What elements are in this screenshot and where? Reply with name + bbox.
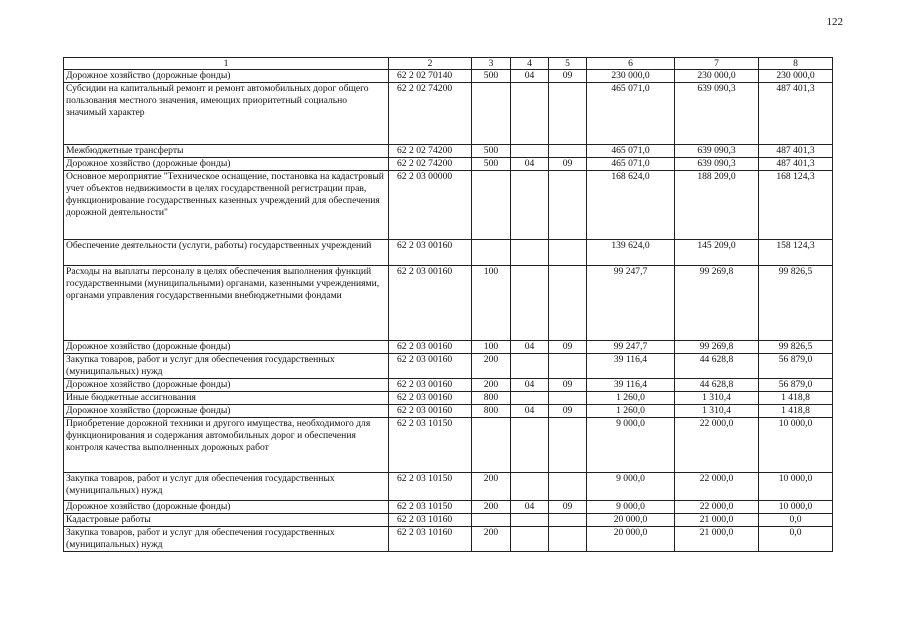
row-name: Дорожное хозяйство (дорожные фонды) <box>64 405 389 418</box>
row-col4 <box>511 514 549 527</box>
row-value-8: 99 826,5 <box>759 341 833 354</box>
row-col4 <box>511 473 549 501</box>
row-value-8: 56 879,0 <box>759 379 833 392</box>
row-code: 62 2 03 00000 <box>389 171 472 240</box>
row-col3: 500 <box>472 158 511 171</box>
row-value-6: 39 116,4 <box>587 354 675 379</box>
row-col5: 09 <box>549 341 587 354</box>
row-col3: 200 <box>472 527 511 552</box>
row-col5 <box>549 354 587 379</box>
row-col4: 04 <box>511 501 549 514</box>
row-name: Основное мероприятие "Техническое оснащение, постановка на кадастровый учет объектов недвижимости в целях государственной регистрации прав, функционирование государственных казенных учреждений для обеспечения дорожной деятельности" <box>64 171 389 240</box>
row-code: 62 2 03 00160 <box>389 266 472 341</box>
row-code: 62 2 03 00160 <box>389 240 472 266</box>
row-code: 62 2 02 74200 <box>389 145 472 158</box>
header-cell: 6 <box>587 58 675 70</box>
row-col5: 09 <box>549 405 587 418</box>
row-value-7: 44 628,8 <box>675 379 759 392</box>
row-value-6: 20 000,0 <box>587 514 675 527</box>
row-col3: 800 <box>472 392 511 405</box>
row-value-7: 639 090,3 <box>675 158 759 171</box>
row-value-7: 21 000,0 <box>675 514 759 527</box>
row-col4 <box>511 240 549 266</box>
row-code: 62 2 03 10160 <box>389 527 472 552</box>
row-name: Межбюджетные трансферты <box>64 145 389 158</box>
page-number: 122 <box>826 16 843 28</box>
row-col3 <box>472 83 511 145</box>
row-name: Субсидии на капитальный ремонт и ремонт автомобильных дорог общего пользования местного значения, имеющих приоритетный социально значимый характер <box>64 83 389 145</box>
row-col4: 04 <box>511 341 549 354</box>
row-value-7: 639 090,3 <box>675 145 759 158</box>
row-code: 62 2 03 00160 <box>389 405 472 418</box>
row-value-8: 158 124,3 <box>759 240 833 266</box>
row-value-7: 1 310,4 <box>675 405 759 418</box>
table-row <box>64 405 833 418</box>
row-col3 <box>472 418 511 473</box>
row-value-7: 145 209,0 <box>675 240 759 266</box>
row-col3 <box>472 240 511 266</box>
row-value-6: 9 000,0 <box>587 418 675 473</box>
header-row <box>64 58 833 70</box>
row-col4 <box>511 83 549 145</box>
header-cell: 1 <box>64 58 389 70</box>
row-value-8: 56 879,0 <box>759 354 833 379</box>
row-value-8: 10 000,0 <box>759 473 833 501</box>
row-value-8: 1 418,8 <box>759 405 833 418</box>
row-col4 <box>511 266 549 341</box>
row-col3 <box>472 514 511 527</box>
row-name: Кадастровые работы <box>64 514 389 527</box>
header-cell: 5 <box>549 58 587 70</box>
row-code: 62 2 02 70140 <box>389 70 472 83</box>
row-value-6: 465 071,0 <box>587 145 675 158</box>
table-row <box>64 83 833 145</box>
row-value-7: 99 269,8 <box>675 341 759 354</box>
row-value-6: 99 247,7 <box>587 266 675 341</box>
row-col3: 100 <box>472 341 511 354</box>
row-code: 62 2 03 10150 <box>389 418 472 473</box>
row-value-7: 22 000,0 <box>675 501 759 514</box>
row-value-6: 39 116,4 <box>587 379 675 392</box>
row-col3: 200 <box>472 473 511 501</box>
table-row <box>64 473 833 501</box>
row-col3: 500 <box>472 145 511 158</box>
row-name: Дорожное хозяйство (дорожные фонды) <box>64 158 389 171</box>
table-row <box>64 171 833 240</box>
row-col4 <box>511 354 549 379</box>
row-value-8: 0,0 <box>759 527 833 552</box>
table-row <box>64 501 833 514</box>
row-col4 <box>511 418 549 473</box>
row-value-8: 487 401,3 <box>759 83 833 145</box>
table-row <box>64 418 833 473</box>
row-name: Обеспечение деятельности (услуги, работы) государственных учреждений <box>64 240 389 266</box>
header-cell: 2 <box>389 58 472 70</box>
row-value-6: 99 247,7 <box>587 341 675 354</box>
row-col5 <box>549 83 587 145</box>
row-col5 <box>549 145 587 158</box>
row-value-8: 10 000,0 <box>759 501 833 514</box>
row-value-6: 230 000,0 <box>587 70 675 83</box>
row-code: 62 2 02 74200 <box>389 83 472 145</box>
row-col5: 09 <box>549 379 587 392</box>
row-code: 62 2 03 10150 <box>389 473 472 501</box>
row-value-8: 230 000,0 <box>759 70 833 83</box>
row-value-6: 9 000,0 <box>587 501 675 514</box>
row-name: Дорожное хозяйство (дорожные фонды) <box>64 501 389 514</box>
row-value-6: 168 624,0 <box>587 171 675 240</box>
row-col5 <box>549 392 587 405</box>
row-code: 62 2 03 00160 <box>389 354 472 379</box>
row-col4 <box>511 171 549 240</box>
row-value-6: 465 071,0 <box>587 158 675 171</box>
row-value-6: 139 624,0 <box>587 240 675 266</box>
row-col5 <box>549 418 587 473</box>
header-cell: 4 <box>511 58 549 70</box>
table-row <box>64 240 833 266</box>
row-name: Расходы на выплаты персоналу в целях обеспечения выполнения функций государственными (муниципальными) органами, казенными учреждениями, органами управления государственными внебюджетными фондами <box>64 266 389 341</box>
row-value-7: 44 628,8 <box>675 354 759 379</box>
row-col3: 200 <box>472 501 511 514</box>
row-value-7: 230 000,0 <box>675 70 759 83</box>
row-value-8: 487 401,3 <box>759 158 833 171</box>
table-row <box>64 70 833 83</box>
row-col5 <box>549 171 587 240</box>
table-row <box>64 354 833 379</box>
table-row <box>64 514 833 527</box>
row-col4 <box>511 145 549 158</box>
header-cell: 8 <box>759 58 833 70</box>
row-col3 <box>472 171 511 240</box>
row-value-7: 99 269,8 <box>675 266 759 341</box>
row-col5 <box>549 514 587 527</box>
row-col4: 04 <box>511 405 549 418</box>
row-col5 <box>549 527 587 552</box>
table-row <box>64 341 833 354</box>
row-value-7: 21 000,0 <box>675 527 759 552</box>
row-name: Дорожное хозяйство (дорожные фонды) <box>64 70 389 83</box>
row-name: Приобретение дорожной техники и другого имущества, необходимого для функционирования и содержания автомобильных дорог и обеспечения контроля качества выполненных дорожных работ <box>64 418 389 473</box>
row-name: Закупка товаров, работ и услуг для обеспечения государственных (муниципальных) нужд <box>64 354 389 379</box>
row-col5 <box>549 266 587 341</box>
row-value-7: 22 000,0 <box>675 473 759 501</box>
row-value-6: 1 260,0 <box>587 405 675 418</box>
budget-table <box>63 57 833 552</box>
row-col5: 09 <box>549 501 587 514</box>
row-value-6: 9 000,0 <box>587 473 675 501</box>
row-value-7: 1 310,4 <box>675 392 759 405</box>
row-value-6: 20 000,0 <box>587 527 675 552</box>
row-col3: 200 <box>472 354 511 379</box>
row-value-8: 0,0 <box>759 514 833 527</box>
row-name: Закупка товаров, работ и услуг для обеспечения государственных (муниципальных) нужд <box>64 527 389 552</box>
row-code: 62 2 02 74200 <box>389 158 472 171</box>
row-col5: 09 <box>549 158 587 171</box>
row-code: 62 2 03 00160 <box>389 379 472 392</box>
row-col5 <box>549 240 587 266</box>
row-col4 <box>511 527 549 552</box>
row-value-8: 168 124,3 <box>759 171 833 240</box>
row-col4 <box>511 392 549 405</box>
table-row <box>64 266 833 341</box>
row-value-8: 1 418,8 <box>759 392 833 405</box>
row-name: Дорожное хозяйство (дорожные фонды) <box>64 341 389 354</box>
row-value-8: 99 826,5 <box>759 266 833 341</box>
row-value-8: 10 000,0 <box>759 418 833 473</box>
table-row <box>64 145 833 158</box>
table-row <box>64 527 833 552</box>
row-value-7: 639 090,3 <box>675 83 759 145</box>
row-value-7: 188 209,0 <box>675 171 759 240</box>
row-value-7: 22 000,0 <box>675 418 759 473</box>
row-col4: 04 <box>511 158 549 171</box>
table-row <box>64 379 833 392</box>
row-value-6: 465 071,0 <box>587 83 675 145</box>
row-value-8: 487 401,3 <box>759 145 833 158</box>
header-cell: 3 <box>472 58 511 70</box>
row-name: Дорожное хозяйство (дорожные фонды) <box>64 379 389 392</box>
row-value-6: 1 260,0 <box>587 392 675 405</box>
row-col3: 800 <box>472 405 511 418</box>
row-col5: 09 <box>549 70 587 83</box>
row-code: 62 2 03 10160 <box>389 514 472 527</box>
row-code: 62 2 03 10150 <box>389 501 472 514</box>
row-code: 62 2 03 00160 <box>389 341 472 354</box>
row-col3: 500 <box>472 70 511 83</box>
header-cell: 7 <box>675 58 759 70</box>
row-col5 <box>549 473 587 501</box>
row-name: Иные бюджетные ассигнования <box>64 392 389 405</box>
table-row <box>64 392 833 405</box>
row-col3: 100 <box>472 266 511 341</box>
row-name: Закупка товаров, работ и услуг для обеспечения государственных (муниципальных) нужд <box>64 473 389 501</box>
row-code: 62 2 03 00160 <box>389 392 472 405</box>
table-row <box>64 158 833 171</box>
row-col3: 200 <box>472 379 511 392</box>
row-col4: 04 <box>511 70 549 83</box>
row-col4: 04 <box>511 379 549 392</box>
